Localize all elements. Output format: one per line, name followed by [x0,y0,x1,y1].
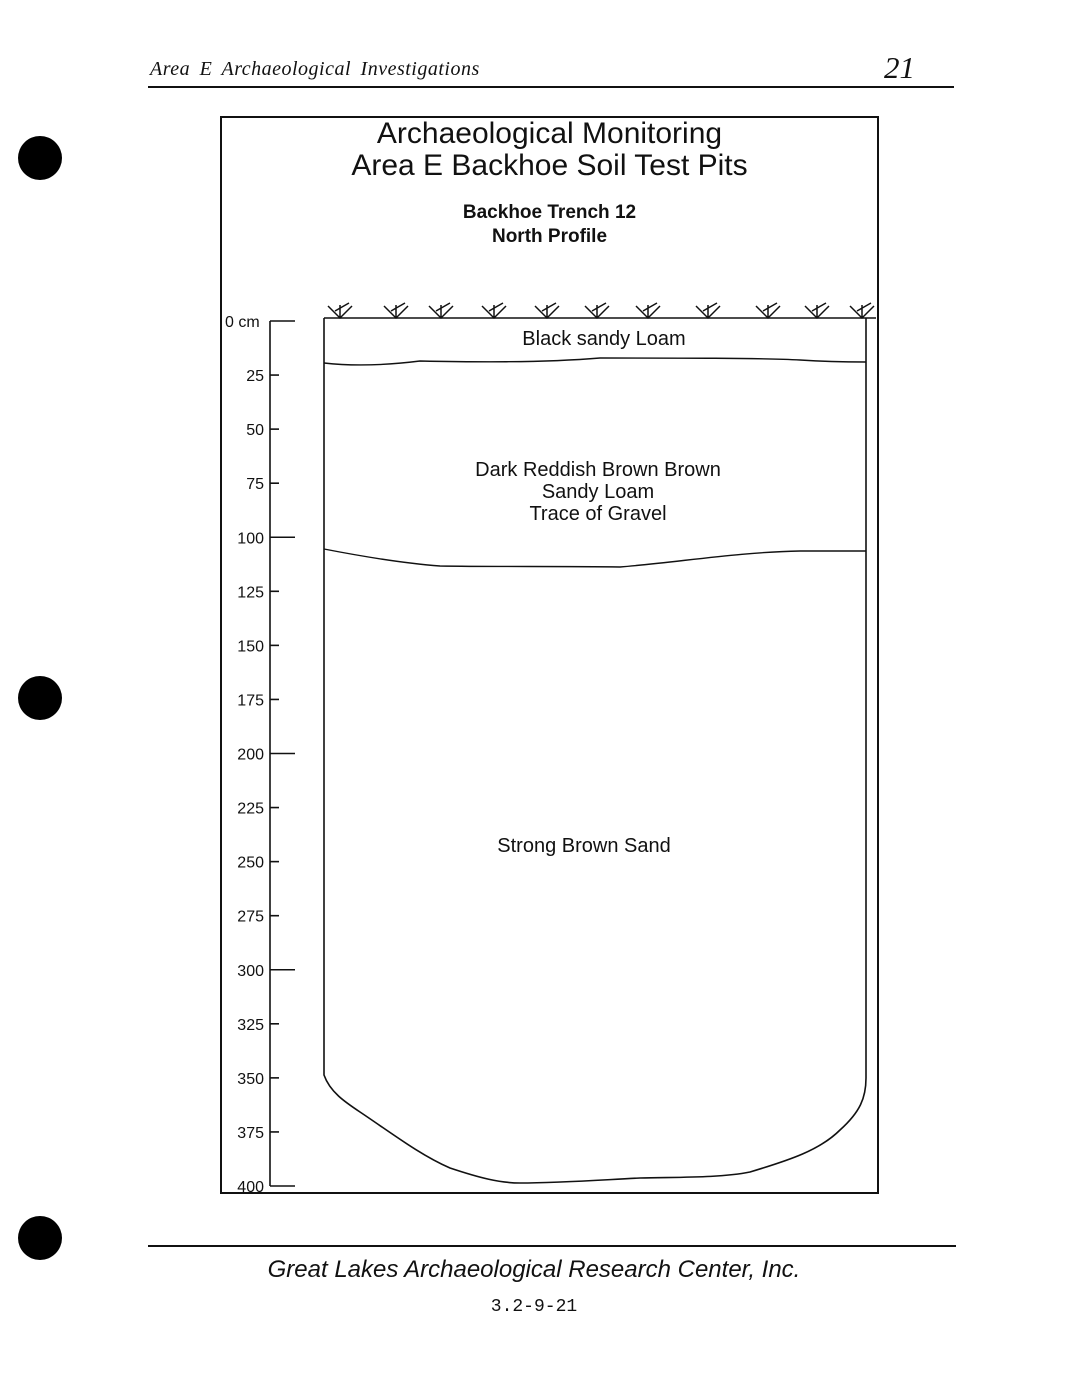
layer-boundary-1 [324,358,866,365]
depth-tick-label: 325 [237,1016,264,1034]
depth-tick-label: 125 [237,584,264,602]
grass-symbol [696,303,720,318]
profile-label: North Profile [491,226,608,247]
grass-symbol [384,303,408,318]
figure-title-line1: Archaeological Monitoring [376,117,723,150]
depth-scale [225,314,295,1196]
layer-3-line-1: Strong Brown Sand [497,835,671,857]
grass-symbol [482,303,506,318]
depth-tick-label: 275 [237,908,264,926]
footer-organization: Great Lakes Archaeological Research Center, Inc. [267,1256,801,1283]
depth-tick-label: 350 [237,1070,264,1088]
footer-rule [148,1245,956,1247]
layer-boundary-2 [324,549,866,567]
depth-tick-label: 50 [246,422,264,440]
grass-symbol [850,303,874,318]
layer-2-label [450,459,746,525]
document-code: 3.2-9-21 [490,1297,578,1317]
depth-tick-label: 150 [237,638,264,656]
layer-1-label [466,328,742,350]
depth-tick-label: 250 [237,854,264,872]
layer-1-line-1: Black sandy Loam [522,328,686,350]
page-number: 21 [884,50,915,85]
depth-tick-label: 25 [246,368,264,386]
grass-symbol [756,303,780,318]
depth-tick-label: 200 [237,746,264,764]
grass-symbol [429,303,453,318]
depth-tick-label: 225 [237,800,264,818]
grass-symbol [328,303,352,318]
layer-3-label [446,835,722,857]
grass-symbol [636,303,660,318]
running-title: Area E Archaeological Investigations [150,58,480,80]
depth-tick-label: 0 cm [225,314,260,331]
depth-tick-label: 75 [246,476,264,494]
trench-outline [324,318,866,1183]
grass-symbol [535,303,559,318]
layer-2-line-2: Sandy Loam [541,481,655,503]
layer-2-line-3: Trace of Gravel [529,503,667,525]
figure-title-line2: Area E Backhoe Soil Test Pits [351,149,748,182]
depth-tick-label: 300 [237,962,264,980]
depth-tick-label: 400 [237,1179,264,1196]
layer-2-line-1: Dark Reddish Brown Brown [475,459,721,481]
trench-label: Backhoe Trench 12 [462,202,637,223]
depth-tick-label: 375 [237,1124,264,1142]
depth-tick-label: 100 [237,530,264,548]
grass-symbols [328,303,874,318]
grass-symbol [805,303,829,318]
grass-symbol [585,303,609,318]
depth-tick-label: 175 [237,692,264,710]
